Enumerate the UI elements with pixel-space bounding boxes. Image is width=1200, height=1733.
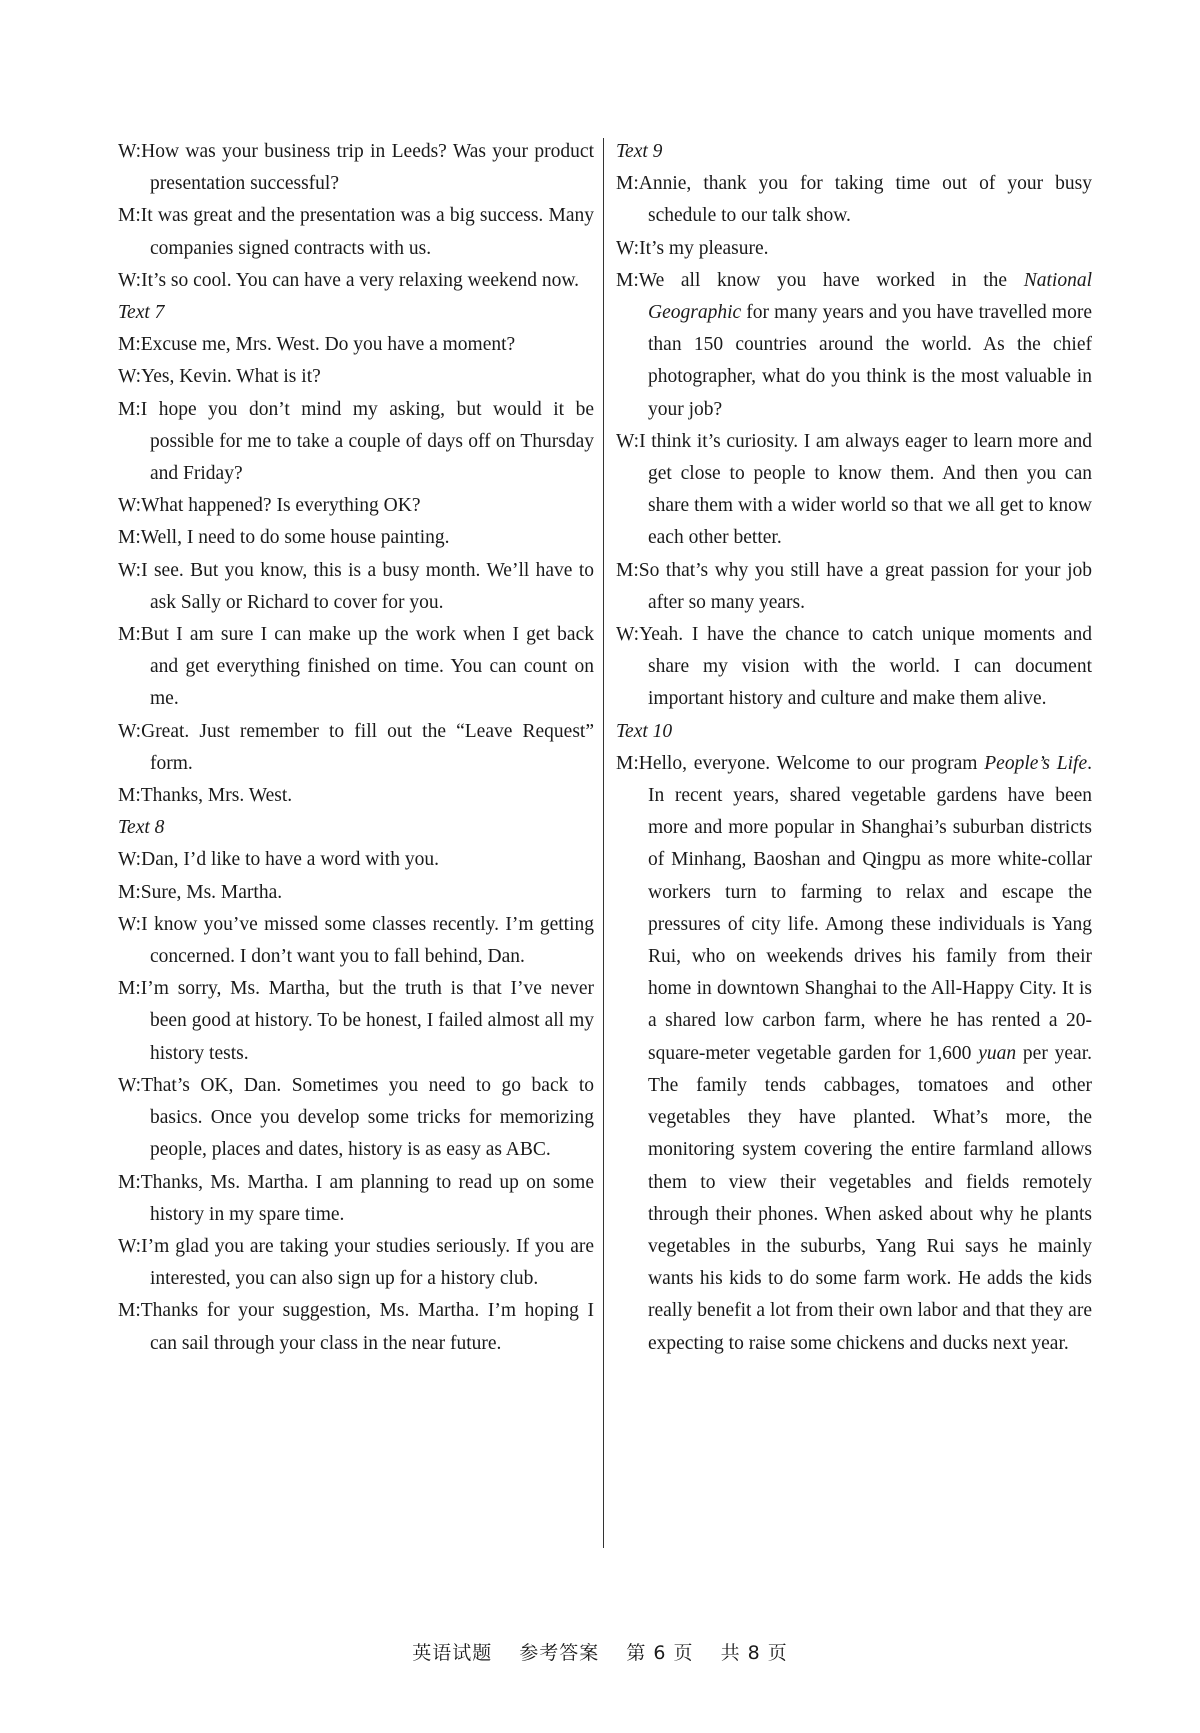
section-heading-text-7: Text 7 <box>118 302 165 324</box>
turn-text: I know you’ve missed some classes recently. I’m getting concerned. I don’t want you to fall behind, Dan. <box>141 913 594 968</box>
speaker-label: M: <box>118 1171 141 1193</box>
turn-text: It was great and the presentation was a big success. Many companies signed contracts with us. <box>140 205 594 259</box>
speaker-label: W: <box>616 624 640 646</box>
speaker-label: M: <box>616 173 639 195</box>
turn-text: Thanks, Mrs. West. <box>140 785 293 807</box>
dialogue-turn <box>118 780 594 812</box>
turn-text: It’s my pleasure. <box>639 237 769 259</box>
turn-text: Well, I need to do some house painting. <box>140 527 450 549</box>
turn-text: I hope you don’t mind my asking, but would it be possible for me to take a couple of days off on Thursday and Friday? <box>140 398 594 485</box>
turn-text: So that’s why you still have a great passion for your job after so many years. <box>638 559 1092 613</box>
speaker-label: M: <box>118 1300 141 1322</box>
turn-text: per year. The family tends cabbages, tomatoes and other vegetables they have planted. What’s more, the monitoring system covering the entire farmland allows them to view their vegetables and fields remotely through their phones. When asked about why he plants vegetables in the suburbs, Yang Rui says he mainly wants his kids to do some farm work. He adds the kids really benefit a lot from their own labor and that they are expecting to raise some chickens and ducks next year. <box>648 1042 1092 1354</box>
section-heading-text-8: Text 8 <box>118 817 165 839</box>
turn-text: I’m glad you are taking your studies seriously. If you are interested, you can also sign up for a history club. <box>141 1235 594 1290</box>
turn-text: But I am sure I can make up the work when I get back and get everything finished on time. You can count on me. <box>140 624 594 710</box>
dialogue-turn <box>616 265 1092 426</box>
dialogue-turn <box>118 361 594 393</box>
dialogue-turn <box>118 522 594 554</box>
speaker-label: W: <box>118 720 142 742</box>
dialogue-turn <box>616 619 1092 716</box>
dialogue-turn <box>118 1295 594 1359</box>
dialogue-turn <box>118 136 594 200</box>
right-column <box>616 136 1092 1360</box>
dialogue-turn <box>616 233 1092 265</box>
speaker-label: W: <box>616 430 640 452</box>
speaker-label: M: <box>118 785 141 807</box>
currency-word: yuan <box>978 1042 1017 1064</box>
speaker-label: M: <box>616 559 639 581</box>
speaker-label: M: <box>616 269 639 291</box>
footer-total-pages: 共 8 页 <box>720 1642 788 1664</box>
turn-text: That’s OK, Dan. Sometimes you need to go back to basics. Once you develop some tricks for memorizing people, places and dates, history is as easy as ABC. <box>141 1074 594 1161</box>
dialogue-turn <box>118 555 594 619</box>
speaker-label: W: <box>118 366 142 388</box>
turn-text: Excuse me, Mrs. West. Do you have a moment? <box>140 334 516 356</box>
dialogue-turn <box>118 1167 594 1231</box>
speaker-label: W: <box>118 1074 142 1096</box>
footer-subject: 英语试题 <box>412 1642 493 1664</box>
turn-text: Annie, thank you for taking time out of your busy schedule to our talk show. <box>638 173 1092 227</box>
turn-text: I think it’s curiosity. I am always eager to learn more and get close to people to know them. And then you can share them with a wider world so that we all get to know each other better. <box>639 430 1092 549</box>
dialogue-turn <box>118 877 594 909</box>
dialogue-turn <box>118 200 594 264</box>
speaker-label: W: <box>118 913 142 935</box>
section-heading-text-9: Text 9 <box>616 141 663 162</box>
dialogue-turn <box>616 748 1092 1360</box>
page-footer <box>0 1638 1200 1665</box>
dialogue-turn <box>118 973 594 1070</box>
footer-answer-label: 参考答案 <box>519 1642 600 1664</box>
speaker-label: M: <box>118 398 141 420</box>
footer-page-number: 第 6 页 <box>626 1642 694 1664</box>
column-divider <box>603 138 604 1548</box>
turn-text: Thanks for your suggestion, Ms. Martha. I’m hoping I can sail through your class in the near future. <box>140 1300 594 1354</box>
program-title: People’s Life <box>984 752 1088 774</box>
turn-text: What happened? Is everything OK? <box>141 495 421 517</box>
dialogue-turn <box>118 619 594 716</box>
dialogue-turn <box>118 265 594 297</box>
turn-text: Sure, Ms. Martha. <box>140 881 283 903</box>
speaker-label: W: <box>118 141 142 162</box>
speaker-label: M: <box>118 334 141 356</box>
dialogue-turn <box>118 1231 594 1295</box>
speaker-label: M: <box>118 205 141 227</box>
speaker-label: M: <box>118 624 141 646</box>
speaker-label: M: <box>118 881 141 903</box>
turn-text: Hello, everyone. Welcome to our program <box>638 752 985 774</box>
dialogue-turn <box>118 490 594 522</box>
speaker-label: M: <box>616 752 639 774</box>
turn-text: for many years and you have travelled more than 150 countries around the world. As the chief photographer, what do you think is the most valuable in your job? <box>648 302 1092 420</box>
dialogue-turn <box>118 909 594 973</box>
turn-text: We all know you have worked in the <box>638 269 1024 291</box>
speaker-label: W: <box>118 849 142 871</box>
dialogue-turn <box>118 394 594 491</box>
dialogue-turn <box>118 844 594 876</box>
turn-text: Dan, I’d like to have a word with you. <box>141 849 439 871</box>
turn-text: It’s so cool. You can have a very relaxing weekend now. <box>141 269 580 291</box>
turn-text: How was your business trip in Leeds? Was your product presentation successful? <box>141 141 594 195</box>
dialogue-turn <box>118 329 594 361</box>
speaker-label: W: <box>118 1235 142 1257</box>
speaker-label: W: <box>616 237 640 259</box>
dialogue-turn <box>616 555 1092 619</box>
dialogue-turn <box>616 168 1092 232</box>
dialogue-turn <box>118 1070 594 1167</box>
magazine-title: National Geographic <box>648 269 1092 324</box>
section-heading-text-10: Text 10 <box>616 720 673 742</box>
turn-text: I’m sorry, Ms. Martha, but the truth is that I’ve never been good at history. To be honest, I failed almost all my history tests. <box>140 978 594 1064</box>
dialogue-turn <box>616 426 1092 555</box>
speaker-label: W: <box>118 269 142 291</box>
left-column <box>118 136 594 1360</box>
turn-text: Great. Just remember to fill out the “Leave Request” form. <box>141 720 594 774</box>
turn-text: . In recent years, shared vegetable gardens have been more and more popular in Shanghai’s suburban districts of Minhang, Baoshan and Qingpu as more white-collar workers turn to farming to relax and escape the pressures of city life. Among these individuals is Yang Rui, who on weekends drives his family from their home in downtown Shanghai to the All-Happy City. It is a shared low carbon farm, where he has rented a 20-square-meter vegetable garden for 1,600 <box>648 752 1093 1064</box>
speaker-label: W: <box>118 559 142 581</box>
speaker-label: M: <box>118 527 141 549</box>
turn-text: I see. But you know, this is a busy month. We’ll have to ask Sally or Richard to cover for you. <box>141 559 594 613</box>
turn-text: Yeah. I have the chance to catch unique moments and share my vision with the world. I can document important history and culture and make them alive. <box>639 624 1092 710</box>
turn-text: Yes, Kevin. What is it? <box>141 366 321 388</box>
speaker-label: M: <box>118 978 141 1000</box>
speaker-label: W: <box>118 495 142 517</box>
turn-text: Thanks, Ms. Martha. I am planning to read up on some history in my spare time. <box>140 1171 594 1225</box>
dialogue-turn <box>118 716 594 780</box>
